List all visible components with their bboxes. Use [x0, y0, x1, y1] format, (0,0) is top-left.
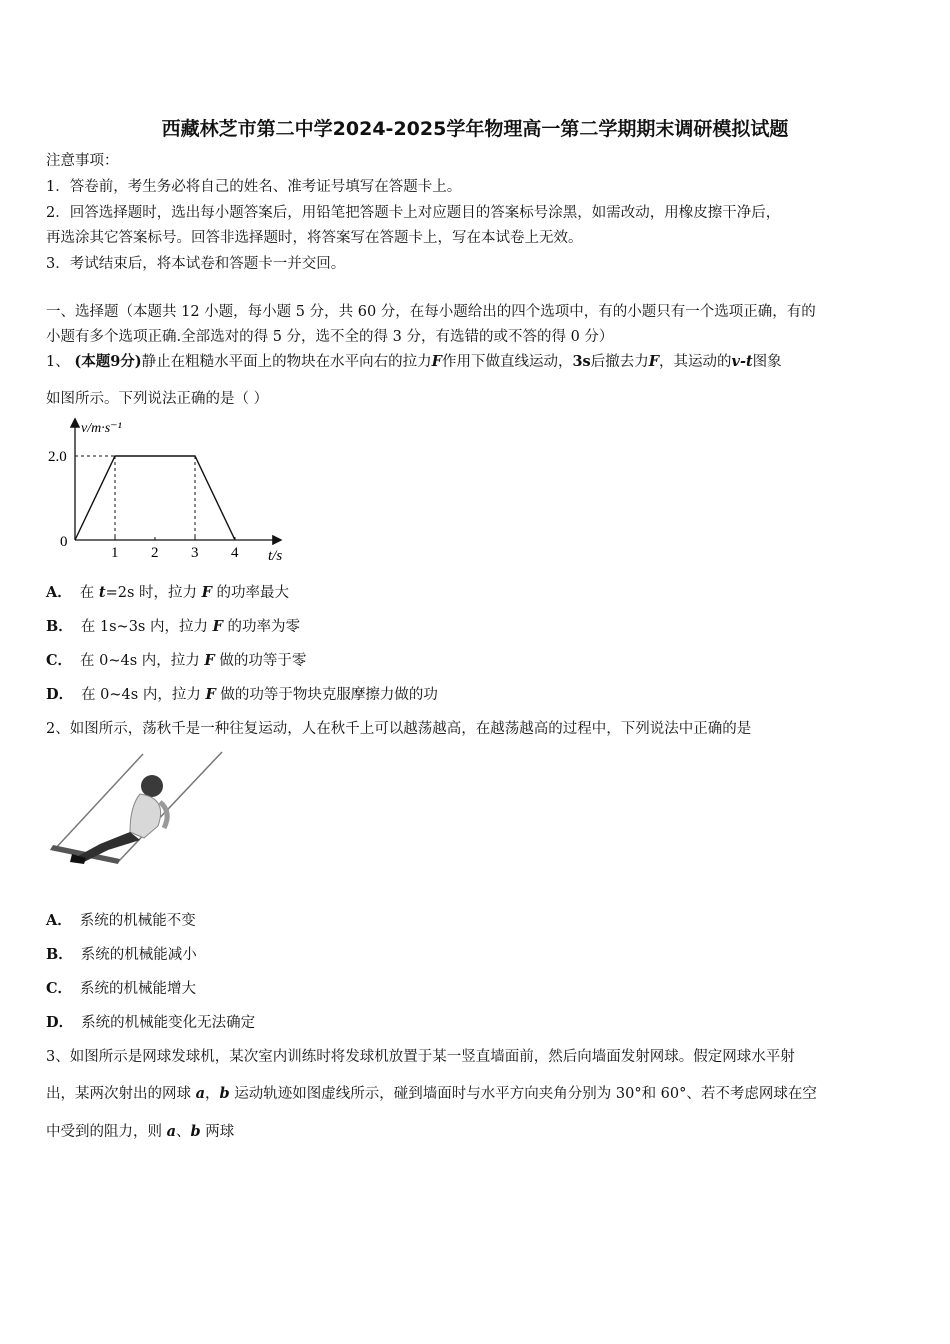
q3-var-a: a	[195, 1085, 206, 1102]
swing-illustration	[48, 746, 228, 871]
q1-tag: (本题9分)	[74, 353, 142, 370]
q3-stem-line2	[46, 1084, 906, 1104]
x-tick-label: 2	[151, 545, 159, 561]
q3-text: 、	[176, 1124, 191, 1140]
q1-text: 后撤去力	[590, 354, 649, 370]
q3-var-b: b	[190, 1123, 201, 1140]
option-text: 系统的机械能增大	[80, 981, 197, 997]
origin-label: 0	[60, 534, 68, 550]
option-letter: A．	[46, 912, 72, 929]
q3-text: 中受到的阻力，则	[46, 1124, 167, 1140]
q2-option-c[interactable]	[46, 979, 906, 999]
q3-text: 两球	[200, 1124, 235, 1140]
q1-option-c[interactable]	[46, 651, 906, 671]
x-axis-label: t/s	[268, 548, 283, 564]
vt-graph	[40, 414, 310, 564]
q1-option-b[interactable]	[46, 617, 906, 637]
option-text: 系统的机械能减小	[80, 947, 197, 963]
option-letter: B．	[46, 946, 73, 963]
option-var-F: F	[204, 652, 215, 669]
q1-option-d[interactable]	[46, 685, 906, 705]
q3-text: 运动轨迹如图虚线所示，碰到墙面时与水平方向夹角分别为 30°和 60°、若不考虑网球在空	[229, 1086, 817, 1102]
notice-item: 1．答卷前，考生务必将自己的姓名、准考证号填写在答题卡上。	[46, 179, 462, 195]
q1-text: 图象	[752, 354, 782, 370]
option-var-t: t	[98, 584, 106, 601]
q1-stem	[46, 352, 906, 372]
q2-option-d[interactable]	[46, 1013, 906, 1033]
q3-stem: 3、如图所示是网球发球机，某次室内训练时将发球机放置于某一竖直墙面前，然后向墙面发射网球。假定网球水平射	[46, 1049, 795, 1065]
option-text: 在 1s~3s 内，拉力	[80, 619, 213, 635]
option-text: 的功率为零	[222, 619, 300, 635]
option-text: =2s 时，拉力	[105, 585, 202, 601]
option-letter: B．	[46, 618, 73, 635]
q2-option-a[interactable]	[46, 911, 906, 931]
q1-text: 静止在粗糙水平面上的物块在水平向右的拉力	[141, 354, 432, 370]
person-head	[141, 775, 163, 797]
page-title: 西藏林芝市第二中学2024-2025学年物理高一第二学期期末调研模拟试题	[161, 118, 789, 140]
y-axis-label: v/m·s⁻¹	[81, 421, 122, 436]
q3-text: ，	[205, 1086, 220, 1102]
q1-var-F: F	[648, 353, 660, 370]
q1-option-a[interactable]	[46, 583, 906, 603]
option-var-F: F	[212, 618, 223, 635]
x-tick-label: 3	[191, 545, 199, 561]
notice-item: 2．回答选择题时，选出每小题答案后，用铅笔把答题卡上对应题目的答案标号涂黑，如需改动，用橡皮擦干净后，	[46, 205, 781, 221]
person-arm	[160, 802, 167, 828]
notice-item: 3．考试结束后，将本试卷和答题卡一并交回。	[46, 256, 346, 272]
notice-item: 再选涂其它答案标号。回答非选择题时，将答案写在答题卡上，写在本试卷上无效。	[46, 230, 583, 246]
vt-series-line	[75, 456, 235, 540]
section-instructions: 一、选择题（本题共 12 小题，每小题 5 分，共 60 分，在每小题给出的四个选项中，有的小题只有一个选项正确，有的	[46, 304, 816, 320]
q1-text: ，其运动的	[659, 354, 732, 370]
option-text: 系统的机械能变化无法确定	[81, 1015, 256, 1031]
q1-time: 3s	[572, 353, 591, 370]
q1-stem-line2: 如图所示。下列说法正确的是（ ）	[46, 391, 269, 407]
notice-heading: 注意事项：	[46, 153, 119, 169]
option-letter: D．	[46, 1014, 74, 1031]
q1-number: 1、	[46, 354, 70, 370]
y-tick-label: 2.0	[48, 449, 67, 465]
q1-var-vt: v-t	[731, 353, 753, 370]
q3-stem-line3	[46, 1122, 906, 1142]
option-text: 系统的机械能不变	[79, 913, 196, 929]
option-text: 做的功等于物块克服摩擦力做的功	[215, 687, 438, 703]
q3-var-b: b	[219, 1085, 230, 1102]
option-text: 在	[79, 585, 99, 601]
person-body	[130, 794, 161, 838]
option-text: 在 0~4s 内，拉力	[80, 653, 205, 669]
q2-stem: 2、如图所示，荡秋千是一种往复运动，人在秋千上可以越荡越高，在越荡越高的过程中，下列说法中正确的是	[46, 721, 752, 737]
option-letter: C．	[46, 980, 73, 997]
option-var-F: F	[201, 584, 212, 601]
q2-option-b[interactable]	[46, 945, 906, 965]
q3-var-a: a	[166, 1123, 177, 1140]
q3-text: 出，某两次射出的网球	[46, 1086, 196, 1102]
x-tick-label: 4	[231, 545, 239, 561]
x-tick-label: 1	[111, 545, 119, 561]
q1-var-F: F	[431, 353, 442, 370]
option-letter: C．	[46, 652, 73, 669]
option-var-F: F	[205, 686, 216, 703]
option-letter: A．	[46, 584, 72, 601]
q1-text: 作用下做直线运动，	[441, 354, 573, 370]
option-letter: D．	[46, 686, 74, 703]
option-text: 做的功等于零	[214, 653, 307, 669]
option-text: 的功率最大	[211, 585, 290, 601]
section-instructions: 小题有多个选项正确.全部选对的得 5 分，选不全的得 3 分，有选错的或不答的得 0 分）	[46, 329, 614, 345]
option-text: 在 0~4s 内，拉力	[81, 687, 206, 703]
